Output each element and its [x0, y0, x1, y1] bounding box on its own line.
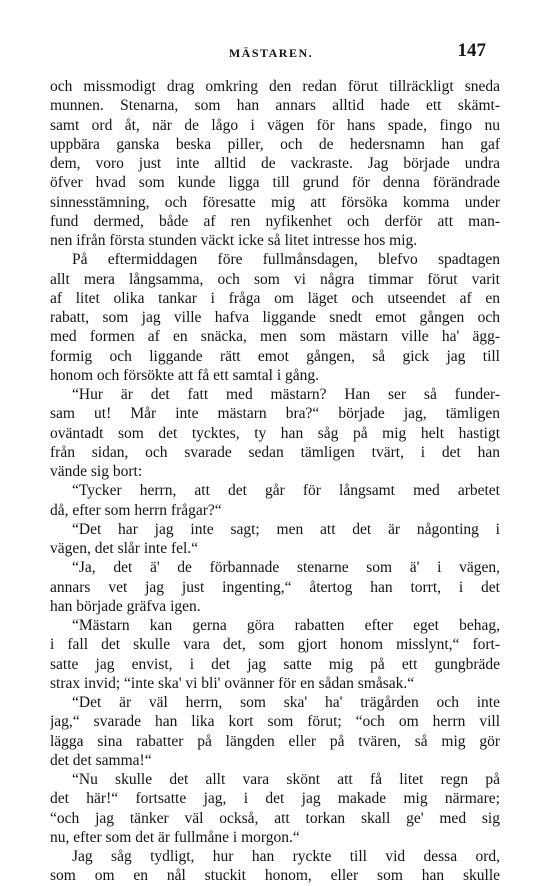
- text-line: Jag såg tydligt, hur han ryckte till vid dessa ord,: [72, 848, 500, 865]
- text-line: då, efter som herrn frågar?“: [50, 501, 222, 519]
- text-line: uppbära ganska beska piller, och de hedersnamn han gaf: [50, 135, 500, 153]
- text-line: “Hur är det fatt med mästarn? Han ser så funder-: [72, 386, 500, 403]
- body-text: [50, 77, 500, 886]
- text-line: “Mästarn kan gerna göra rabatten efter eget behag,: [72, 617, 500, 634]
- text-line: vände sig bort:: [50, 463, 143, 480]
- text-line: som om en nål stuckit honom, eller som han skulle: [50, 867, 500, 885]
- text-line: “Det har jag inte sagt; men att det är någonting i: [72, 520, 500, 538]
- text-line: han började gräfva igen.: [50, 597, 201, 615]
- text-line: rabatt, som jag ville hafva liggande snedt emot gången och: [50, 309, 500, 326]
- text-line: öfver hvad som kunde ligga till grund för denna förändrade: [50, 174, 500, 192]
- running-title: MÄSTAREN.: [228, 46, 314, 60]
- text-line: sam ut! Mår inte mästarn bra?“ började jag, tämligen: [50, 405, 500, 423]
- text-line: oväntadt som det tycktes, ty han såg på mig helt hastigt: [50, 424, 500, 442]
- text-line: strax invid; “inte ska' vi bli' ovänner för en sådan småsak.“: [50, 674, 415, 692]
- text-line: det här!“ fortsatte jag, i det jag makade mig närmare;: [50, 790, 500, 808]
- text-line: “Tycker herrn, att det går för långsamt med arbetet: [72, 482, 500, 500]
- text-line: och missmodigt drag omkring den redan förut tillräckligt sneda: [50, 78, 500, 95]
- text-line: “Det är väl herrn, som ska' ha' trägården och inte: [72, 694, 500, 711]
- text-line: nen ifrån första stunden väckt icke så litet intresse hos mig.: [50, 232, 418, 249]
- text-line: samt ord åt, när de lågo i vägen för hans spade, fingo nu: [50, 116, 500, 134]
- text-line: allt mera långsamma, och som vi några timmar förut varit: [50, 270, 500, 288]
- text-line: På eftermiddagen före fullmånsdagen, blefvo spadtagen: [72, 251, 500, 269]
- text-line: “och jag tänker väl också, att torkan skall ge' med sig: [50, 809, 500, 827]
- text-line: med formen af en snäcka, men som mästarn ville ha' ägg-: [50, 328, 500, 346]
- text-line: lägga sina rabatter på längden eller på tvären, så mig gör: [50, 732, 500, 750]
- text-line: dem, voro just inte alltid de vackraste. Jag började undra: [50, 155, 500, 172]
- text-line: vägen, det slår inte fel.“: [50, 540, 199, 557]
- text-line: i fall det skulle vara det, som gjort honom misslynt,“ fort-: [50, 636, 500, 654]
- text-line: “Ja, det ä' de förbannade stenarne som ä' i vägen,: [72, 559, 500, 577]
- text-line: annars vet jag just ingenting,“ återtog han torrt, i det: [50, 578, 500, 596]
- text-line: det det samma!“: [50, 751, 152, 769]
- text-line: från sidan, och svarade sedan tämligen tvärt, i det han: [50, 443, 500, 461]
- text-line: honom och försökte att få ett samtal i gång.: [50, 366, 320, 384]
- page-header: [56, 40, 486, 62]
- text-line: af litet olika tankar i fråga om läget och utseendet af en: [50, 289, 500, 307]
- text-line: jag,“ svarade han lika kort som förut; “och om herrn vill: [50, 713, 500, 731]
- text-line: fund dermed, både af ren nyfikenhet och derför att man-: [50, 212, 500, 230]
- text-line: formig och liggande rätt emot gången, så gick jag till: [50, 347, 500, 365]
- text-line: sinnesstämning, och föresatte mig att försöka komma under: [50, 193, 500, 211]
- text-line: munnen. Stenarna, som han annars alltid hade ett skämt-: [50, 97, 500, 115]
- page-number: 147: [457, 40, 486, 61]
- text-line: nu, efter som det är fullmåne i morgon.“: [50, 828, 300, 846]
- text-line: “Nu skulle det allt vara skönt att få litet regn på: [72, 771, 500, 788]
- text-line: satte jag envist, i det jag satte mig på ett gungbräde: [50, 655, 500, 673]
